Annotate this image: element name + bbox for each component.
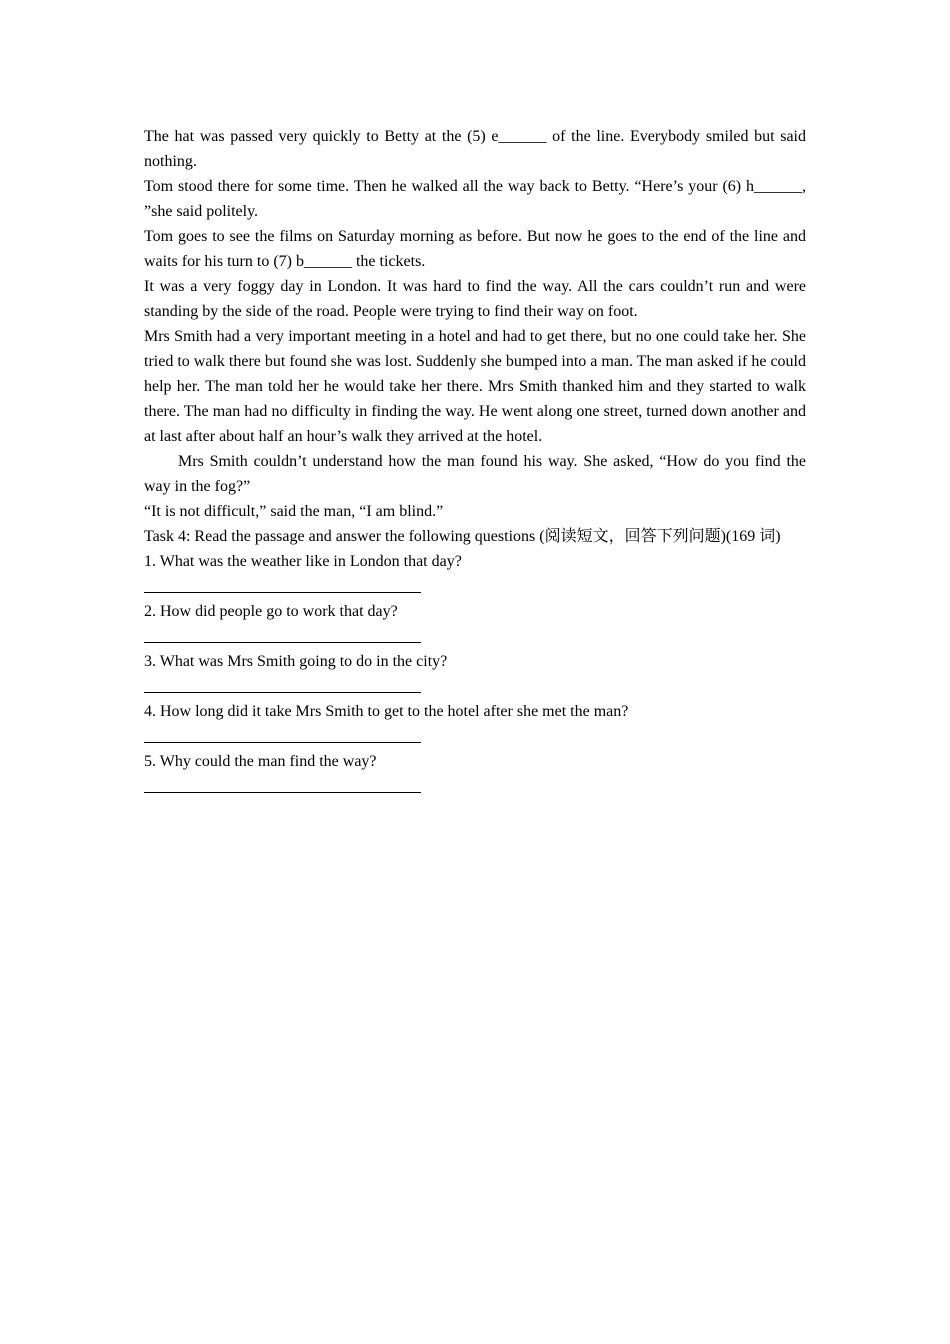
question-4: 4. How long did it take Mrs Smith to get to the hotel after she met the man?	[144, 703, 629, 720]
document-page	[144, 124, 806, 799]
task-heading: Task 4: Read the passage and answer the following questions (阅读短文，回答下列问题)(169 词)	[144, 528, 781, 545]
paragraph-tom-walked-back: Tom stood there for some time. Then he walked all the way back to Betty. “Here’s your (6) h______, ”she said politely.	[144, 178, 806, 220]
paragraph-mrs-smith-asked: Mrs Smith couldn’t understand how the man found his way. She asked, “How do you find the way in the fog?”	[144, 453, 806, 495]
question-3: 3. What was Mrs Smith going to do in the city?	[144, 653, 448, 670]
paragraph-foggy-day: It was a very foggy day in London. It was hard to find the way. All the cars couldn’t run and were standing by the side of the road. People were trying to find their way on foot.	[144, 278, 806, 320]
question-5: 5. Why could the man find the way?	[144, 753, 377, 770]
paragraph-hat-passed: The hat was passed very quickly to Betty at the (5) e______ of the line. Everybody smiled but said nothing.	[144, 128, 806, 170]
question-2: 2. How did people go to work that day?	[144, 603, 398, 620]
paragraph-mrs-smith-meeting: Mrs Smith had a very important meeting in a hotel and had to get there, but no one could take her. She tried to walk there but found she was lost. Suddenly she bumped into a man. The man asked if he could help her. The man told her he would take her there. Mrs Smith thanked him and they started to walk there. The man had no difficulty in finding the way. He went along one street, turned down another and at last after about half an hour’s walk they arrived at the hotel.	[144, 328, 806, 445]
paragraph-tom-goes-films: Tom goes to see the films on Saturday morning as before. But now he goes to the end of the line and waits for his turn to (7) b______ the tickets.	[144, 228, 806, 270]
question-1: 1. What was the weather like in London that day?	[144, 553, 462, 570]
paragraph-man-blind: “It is not difficult,” said the man, “I am blind.”	[144, 503, 444, 520]
